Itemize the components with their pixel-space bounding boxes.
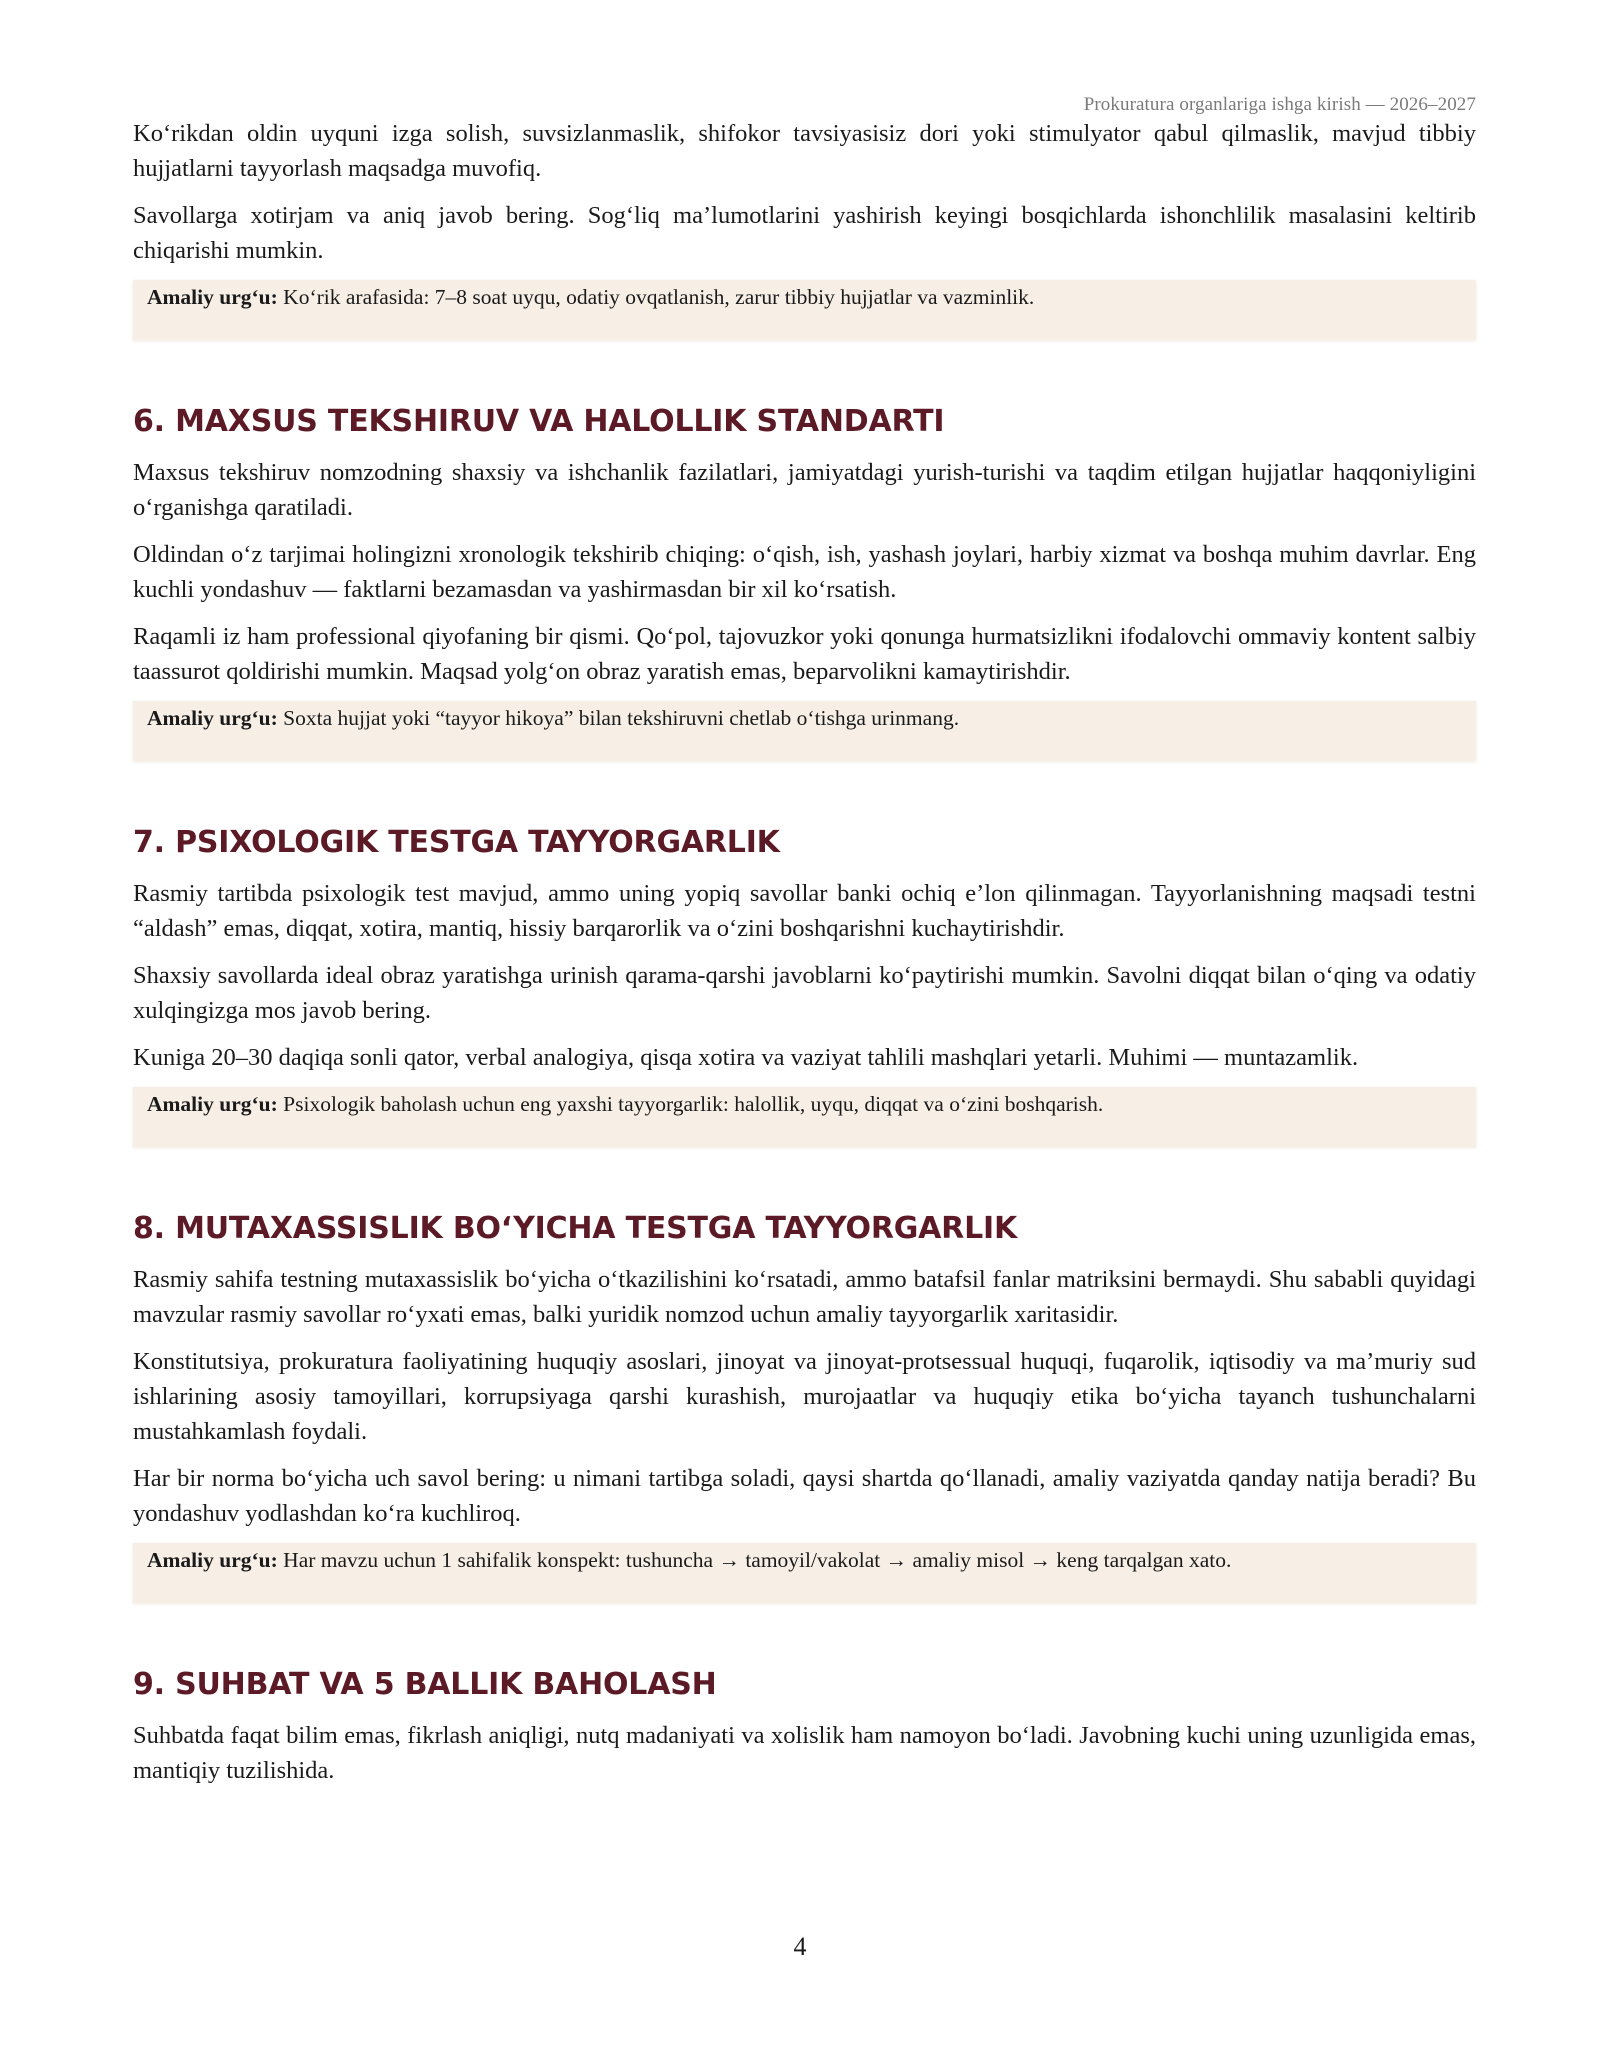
paragraph: Raqamli iz ham professional qiyofaning bir qismi. Qo‘pol, tajovuzkor yoki qonunga hurmatsizlikni ifodalovchi ommaviy kontent salbiy taassurot qoldirishi mumkin. Maqsad yolg‘on obraz yaratish emas, beparvolikni kamaytirishdir. (133, 623, 1476, 685)
paragraph: Ko‘rikdan oldin uyquni izga solish, suvsizlanmaslik, shifokor tavsiyasisiz dori yoki stimulyator qabul qilmaslik, mavjud tibbiy hujjatlarni tayyorlash maqsadga muvofiq. (133, 120, 1476, 182)
practical-tip-callout (133, 1087, 1476, 1147)
paragraph: Kuniga 20–30 daqiqa sonli qator, verbal analogiya, qisqa xotira va vaziyat tahlili mashqlari yetarli. Muhimi — muntazamlik. (133, 1044, 1359, 1071)
callout-label: Amaliy urg‘u: (147, 285, 278, 309)
practical-tip-callout (133, 280, 1476, 340)
practical-tip-callout (133, 1543, 1476, 1603)
section-heading: 9. SUHBAT VA 5 BALLIK BAHOLASH (133, 1667, 717, 1702)
page-content (133, 116, 1476, 1800)
paragraph: Savollarga xotirjam va aniq javob bering. Sog‘liq ma’lumotlarini yashirish keyingi bosqichlarda ishonchlilik masalasini keltirib chiqarishi mumkin. (133, 202, 1476, 264)
callout-label: Amaliy urg‘u: (147, 1092, 278, 1116)
paragraph: Konstitutsiya, prokuratura faoliyatining huquqiy asoslari, jinoyat va jinoyat-protsessual huquqi, fuqarolik, iqtisodiy va ma’muriy sud ishlarining asosiy tamoyillari, korrupsiyaga qarshi kurashish, murojaatlar va huquqiy etika bo‘yicha tayanch tushunchalarni mustahkamlash foydali. (133, 1348, 1476, 1445)
paragraph: Rasmiy tartibda psixologik test mavjud, ammo uning yopiq savollar banki ochiq e’lon qilinmagan. Tayyorlanishning maqsadi testni “aldash” emas, diqqat, xotira, mantiq, hissiy barqarorlik va o‘zini boshqarishni kuchaytirishdir. (133, 880, 1476, 942)
callout-text: Har mavzu uchun 1 sahifalik konspekt: tushuncha → tamoyil/vakolat → amaliy misol → keng tarqalgan xato. (277, 1548, 1232, 1572)
paragraph: Har bir norma bo‘yicha uch savol bering: u nimani tartibga soladi, qaysi shartda qo‘llanadi, amaliy vaziyatda qanday natija beradi? Bu yondashuv yodlashdan ko‘ra kuchliroq. (133, 1465, 1476, 1527)
callout-label: Amaliy urg‘u: (147, 1548, 278, 1572)
paragraph: Maxsus tekshiruv nomzodning shaxsiy va ishchanlik fazilatlari, jamiyatdagi yurish-turishi va taqdim etilgan hujjatlar haqqoniyligini o‘rganishga qaratiladi. (133, 459, 1476, 521)
callout-text: Ko‘rik arafasida: 7–8 soat uyqu, odatiy ovqatlanish, zarur tibbiy hujjatlar va vazminlik. (277, 285, 1035, 309)
paragraph: Shaxsiy savollarda ideal obraz yaratishga urinish qarama-qarshi javoblarni ko‘paytirishi mumkin. Savolni diqqat bilan o‘qing va odatiy xulqingizga mos javob bering. (133, 962, 1476, 1024)
page-number: 4 (793, 1932, 807, 1961)
practical-tip-callout (133, 701, 1476, 761)
callout-text: Psixologik baholash uchun eng yaxshi tayyorgarlik: halollik, uyqu, diqqat va o‘zini boshqarish. (277, 1092, 1104, 1116)
paragraph: Oldindan o‘z tarjimai holingizni xronologik tekshirib chiqing: o‘qish, ish, yashash joylari, harbiy xizmat va boshqa muhim davrlar. Eng kuchli yondashuv — faktlarni bezamasdan va yashirmasdan bir xil ko‘rsatish. (133, 541, 1476, 603)
paragraph: Rasmiy sahifa testning mutaxassislik bo‘yicha o‘tkazilishini ko‘rsatadi, ammo batafsil fanlar matriksini bermaydi. Shu sababli quyidagi mavzular rasmiy savollar ro‘yxati emas, balki yuridik nomzod uchun amaliy tayyorgarlik xaritasidir. (133, 1266, 1476, 1328)
section-heading: 7. PSIXOLOGIK TESTGA TAYYORGARLIK (133, 825, 780, 860)
paragraph: Suhbatda faqat bilim emas, fikrlash aniqligi, nutq madaniyati va xolislik ham namoyon bo‘ladi. Javobning kuchi uning uzunligida emas, mantiqiy tuzilishida. (133, 1722, 1476, 1784)
callout-label: Amaliy urg‘u: (147, 706, 278, 730)
running-header: Prokuratura organlariga ishga kirish — 2026–2027 (1083, 94, 1476, 115)
section-heading: 8. MUTAXASSISLIK BO‘YICHA TESTGA TAYYORGARLIK (133, 1211, 1018, 1246)
section-heading: 6. MAXSUS TEKSHIRUV VA HALOLLIK STANDARTI (133, 404, 945, 439)
callout-text: Soxta hujjat yoki “tayyor hikoya” bilan tekshiruvni chetlab o‘tishga urinmang. (277, 706, 960, 730)
